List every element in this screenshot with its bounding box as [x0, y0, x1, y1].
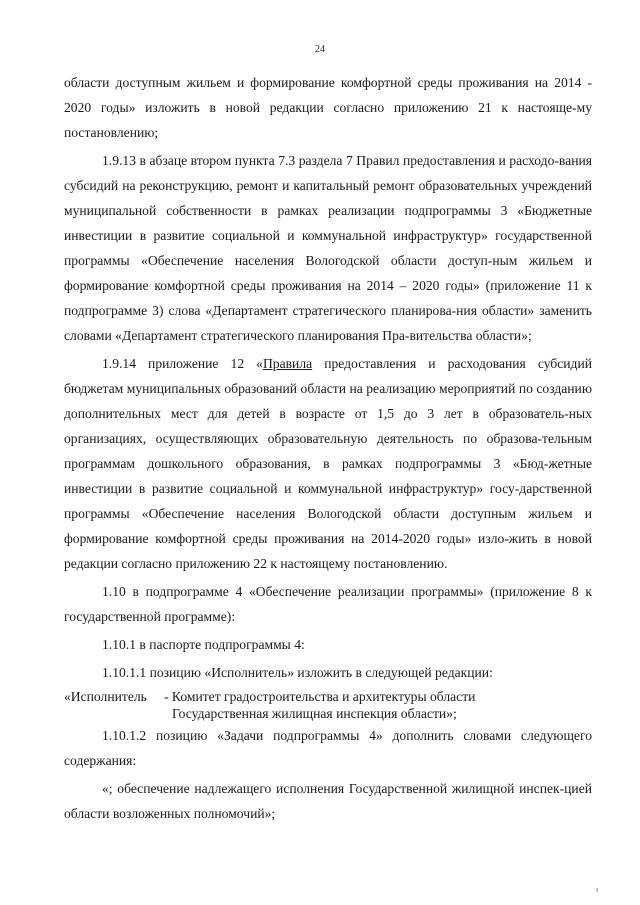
executor-line-1: - Комитет градостроительства и архитектуры области	[164, 689, 476, 704]
page-number: 24	[315, 44, 325, 55]
paragraph-tasks-addition: «; обеспечение надлежащего исполнения Государственной жилищной инспек-цией области возложенных полномочий»;	[64, 781, 592, 821]
rules-link[interactable]: Правила	[262, 356, 313, 371]
paragraph-1-10-1-1: 1.10.1.1 позицию «Исполнитель» изложить в следующей редакции:	[102, 665, 493, 680]
document-body	[64, 70, 592, 826]
executor-label: «Исполнитель	[64, 689, 147, 704]
executor-position	[64, 687, 592, 723]
margin-mark: ı	[596, 885, 599, 894]
paragraph-1-9-14-start: 1.9.14 приложение 12 «	[102, 356, 263, 371]
paragraph-1-10-1-2: 1.10.1.2 позицию «Задачи подпрограммы 4» дополнить словами следующего содержания:	[64, 728, 592, 768]
paragraph-1-9-14-rest: предоставления и расходования субсидий бюджетам муниципальных образований области на реализацию мероприятий по созданию дополнительных мест для детей в возрасте от 1,5 до 3 лет в образователь-ных организациях, осуществляющих образовательную деятельность по образова-тельным программам дошкольного образования, в рамках подпрограммы 3 «Бюд-жетные инвестиции в развитие социальной и коммунальной инфраструктур» госу-дарственной программы «Обеспечение населения Вологодской области доступным жильем и формирование комфортной среды проживания на 2014-2020 годы» изло-жить в новой редакции согласно приложению 22 к настоящему постановлению.	[64, 356, 592, 571]
paragraph-1-9-14	[64, 351, 592, 576]
paragraph-continuation: области доступным жильем и формирование комфортной среды проживания на 2014 - 2020 годы» изложить в новой редакции согласно приложению 21 к настояще-му постановлению;	[64, 75, 592, 140]
paragraph-1-10-1: 1.10.1 в паспорте подпрограммы 4:	[102, 637, 305, 652]
paragraph-1-9-13: 1.9.13 в абзаце втором пункта 7.3 раздела 7 Правил предоставления и расходо-вания субсидий на реконструкцию, ремонт и капитальный ремонт образовательных учреждений муниципальной собственности в рамках реализации подпрограммы 3 «Бюджетные инвестиции в развитие социальной и коммунальной инфраструктур» государственной программы «Обеспечение населения Вологодской области доступ-ным жильем и формирование комфортной среды проживания на 2014 – 2020 годы» (приложение 11 к подпрограмме 3) слова «Департамент стратегического планирова-ния области» заменить словами «Департамент стратегического планирования Пра-вительства области»;	[64, 153, 592, 343]
paragraph-1-10: 1.10 в подпрограмме 4 «Обеспечение реализации программы» (приложение 8 к государственной программе):	[64, 584, 592, 624]
executor-line-2: Государственная жилищная инспекция области»;	[172, 706, 457, 721]
